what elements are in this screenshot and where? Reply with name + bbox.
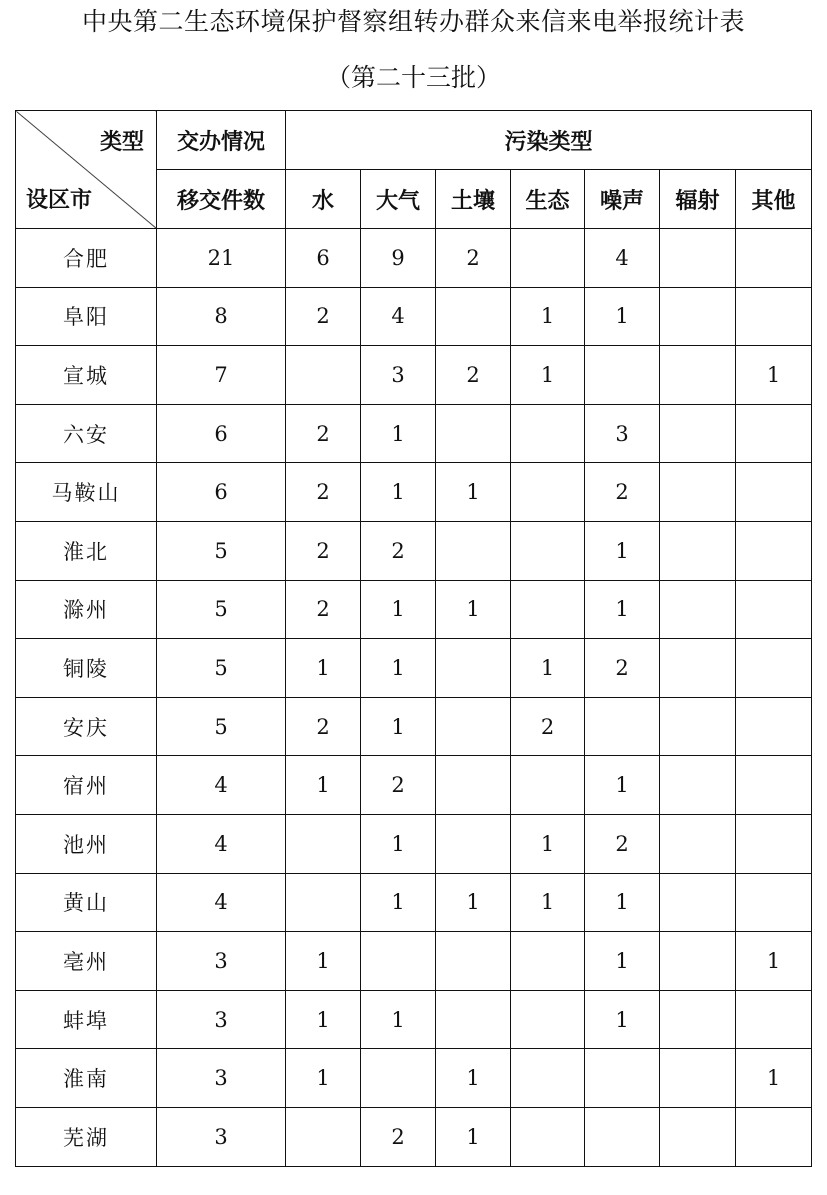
soil-cell [436, 990, 511, 1049]
table-row [16, 990, 812, 1049]
soil-cell [436, 756, 511, 815]
ecology-cell: 1 [511, 639, 585, 698]
soil-cell: 1 [436, 873, 511, 932]
count-cell: 5 [157, 639, 286, 698]
table-row [16, 639, 812, 698]
table-row [16, 873, 812, 932]
column-header-water: 水 [286, 170, 361, 229]
city-cell: 滁州 [16, 580, 157, 639]
water-cell: 2 [286, 404, 361, 463]
table-body [16, 111, 812, 1167]
other-cell [736, 873, 812, 932]
count-cell: 3 [157, 1107, 286, 1166]
table-row [16, 1049, 812, 1108]
city-cell: 马鞍山 [16, 463, 157, 522]
water-cell [286, 1107, 361, 1166]
radiation-cell [660, 521, 736, 580]
noise-cell: 4 [585, 229, 660, 288]
ecology-cell [511, 521, 585, 580]
air-cell [361, 932, 436, 991]
table-row [16, 229, 812, 288]
table-row [16, 932, 812, 991]
radiation-cell [660, 580, 736, 639]
air-cell: 9 [361, 229, 436, 288]
city-cell: 宣城 [16, 346, 157, 405]
soil-cell [436, 697, 511, 756]
ecology-cell: 1 [511, 814, 585, 873]
soil-cell: 1 [436, 580, 511, 639]
document-subtitle: （第二十三批） [325, 63, 501, 92]
table-row [16, 756, 812, 815]
water-cell [286, 346, 361, 405]
column-header-air: 大气 [361, 170, 436, 229]
water-cell: 1 [286, 932, 361, 991]
radiation-cell [660, 932, 736, 991]
report-table [15, 110, 812, 1167]
count-cell: 3 [157, 1049, 286, 1108]
count-cell: 21 [157, 229, 286, 288]
noise-cell: 2 [585, 639, 660, 698]
table-row [16, 521, 812, 580]
count-cell: 3 [157, 932, 286, 991]
count-cell: 4 [157, 814, 286, 873]
noise-cell: 1 [585, 873, 660, 932]
noise-cell: 1 [585, 287, 660, 346]
column-header-radiation: 辐射 [660, 170, 736, 229]
city-cell: 亳州 [16, 932, 157, 991]
soil-cell: 1 [436, 1107, 511, 1166]
other-cell: 1 [736, 932, 812, 991]
air-cell: 1 [361, 639, 436, 698]
table-row [16, 287, 812, 346]
air-cell: 2 [361, 521, 436, 580]
air-cell: 4 [361, 287, 436, 346]
air-cell: 1 [361, 404, 436, 463]
other-cell [736, 521, 812, 580]
city-cell: 六安 [16, 404, 157, 463]
other-cell [736, 463, 812, 522]
other-cell [736, 287, 812, 346]
other-cell [736, 580, 812, 639]
other-cell [736, 990, 812, 1049]
soil-cell [436, 639, 511, 698]
other-cell [736, 814, 812, 873]
city-cell: 池州 [16, 814, 157, 873]
count-cell: 4 [157, 756, 286, 815]
table-row [16, 697, 812, 756]
ecology-cell [511, 932, 585, 991]
city-cell: 蚌埠 [16, 990, 157, 1049]
city-cell: 黄山 [16, 873, 157, 932]
soil-cell: 1 [436, 463, 511, 522]
table-row [16, 814, 812, 873]
corner-header-cell [16, 111, 157, 229]
other-cell: 1 [736, 1049, 812, 1108]
count-cell: 5 [157, 580, 286, 639]
table-row [16, 463, 812, 522]
air-cell: 3 [361, 346, 436, 405]
radiation-cell [660, 990, 736, 1049]
other-cell [736, 1107, 812, 1166]
other-cell: 1 [736, 346, 812, 405]
ecology-cell [511, 404, 585, 463]
radiation-cell [660, 1049, 736, 1108]
ecology-cell [511, 756, 585, 815]
soil-cell: 1 [436, 1049, 511, 1108]
noise-cell: 3 [585, 404, 660, 463]
water-cell: 2 [286, 580, 361, 639]
water-cell: 2 [286, 287, 361, 346]
water-cell: 1 [286, 990, 361, 1049]
table-row [16, 404, 812, 463]
soil-cell [436, 521, 511, 580]
count-cell: 4 [157, 873, 286, 932]
water-cell: 2 [286, 463, 361, 522]
soil-cell [436, 287, 511, 346]
radiation-cell [660, 756, 736, 815]
city-cell: 淮南 [16, 1049, 157, 1108]
noise-cell [585, 346, 660, 405]
city-cell: 安庆 [16, 697, 157, 756]
ecology-cell [511, 463, 585, 522]
air-cell: 1 [361, 814, 436, 873]
water-cell: 2 [286, 521, 361, 580]
corner-label-type: 类型 [99, 130, 144, 155]
ecology-cell [511, 580, 585, 639]
count-cell: 7 [157, 346, 286, 405]
noise-cell: 1 [585, 521, 660, 580]
city-cell: 铜陵 [16, 639, 157, 698]
other-cell [736, 756, 812, 815]
radiation-cell [660, 639, 736, 698]
soil-cell [436, 404, 511, 463]
count-cell: 5 [157, 521, 286, 580]
ecology-cell [511, 990, 585, 1049]
water-cell: 2 [286, 697, 361, 756]
column-header-other: 其他 [736, 170, 812, 229]
water-cell: 6 [286, 229, 361, 288]
column-header-count: 移交件数 [157, 170, 286, 229]
radiation-cell [660, 873, 736, 932]
ecology-cell: 1 [511, 873, 585, 932]
column-header-ecology: 生态 [511, 170, 585, 229]
column-header-soil: 土壤 [436, 170, 511, 229]
ecology-cell: 1 [511, 287, 585, 346]
air-cell [361, 1049, 436, 1108]
city-cell: 淮北 [16, 521, 157, 580]
noise-cell [585, 1049, 660, 1108]
air-cell: 1 [361, 990, 436, 1049]
radiation-cell [660, 229, 736, 288]
radiation-cell [660, 463, 736, 522]
water-cell: 1 [286, 1049, 361, 1108]
noise-cell: 1 [585, 990, 660, 1049]
air-cell: 2 [361, 1107, 436, 1166]
noise-cell: 1 [585, 756, 660, 815]
ecology-cell: 1 [511, 346, 585, 405]
radiation-cell [660, 814, 736, 873]
ecology-cell [511, 229, 585, 288]
noise-cell [585, 697, 660, 756]
header-row-1 [16, 111, 812, 170]
water-cell: 1 [286, 639, 361, 698]
radiation-cell [660, 287, 736, 346]
other-cell [736, 404, 812, 463]
group-header-pollution: 污染类型 [286, 111, 812, 170]
other-cell [736, 229, 812, 288]
count-cell: 5 [157, 697, 286, 756]
count-cell: 6 [157, 463, 286, 522]
city-cell: 芜湖 [16, 1107, 157, 1166]
noise-cell: 1 [585, 932, 660, 991]
table-row [16, 1107, 812, 1166]
noise-cell: 2 [585, 814, 660, 873]
radiation-cell [660, 346, 736, 405]
soil-cell: 2 [436, 346, 511, 405]
count-cell: 3 [157, 990, 286, 1049]
water-cell [286, 873, 361, 932]
corner-label-city: 设区市 [26, 188, 93, 213]
air-cell: 1 [361, 697, 436, 756]
other-cell [736, 639, 812, 698]
ecology-cell [511, 1107, 585, 1166]
city-cell: 阜阳 [16, 287, 157, 346]
column-header-noise: 噪声 [585, 170, 660, 229]
air-cell: 1 [361, 463, 436, 522]
air-cell: 1 [361, 873, 436, 932]
soil-cell [436, 932, 511, 991]
city-cell: 合肥 [16, 229, 157, 288]
water-cell: 1 [286, 756, 361, 815]
table-row [16, 580, 812, 639]
air-cell: 1 [361, 580, 436, 639]
radiation-cell [660, 697, 736, 756]
noise-cell: 2 [585, 463, 660, 522]
document-title: 中央第二生态环境保护督察组转办群众来信来电举报统计表 [81, 7, 745, 36]
soil-cell [436, 814, 511, 873]
air-cell: 2 [361, 756, 436, 815]
group-header-transfer: 交办情况 [157, 111, 286, 170]
city-cell: 宿州 [16, 756, 157, 815]
other-cell [736, 697, 812, 756]
radiation-cell [660, 404, 736, 463]
ecology-cell: 2 [511, 697, 585, 756]
water-cell [286, 814, 361, 873]
table-row [16, 346, 812, 405]
count-cell: 8 [157, 287, 286, 346]
soil-cell: 2 [436, 229, 511, 288]
count-cell: 6 [157, 404, 286, 463]
ecology-cell [511, 1049, 585, 1108]
noise-cell [585, 1107, 660, 1166]
radiation-cell [660, 1107, 736, 1166]
noise-cell: 1 [585, 580, 660, 639]
